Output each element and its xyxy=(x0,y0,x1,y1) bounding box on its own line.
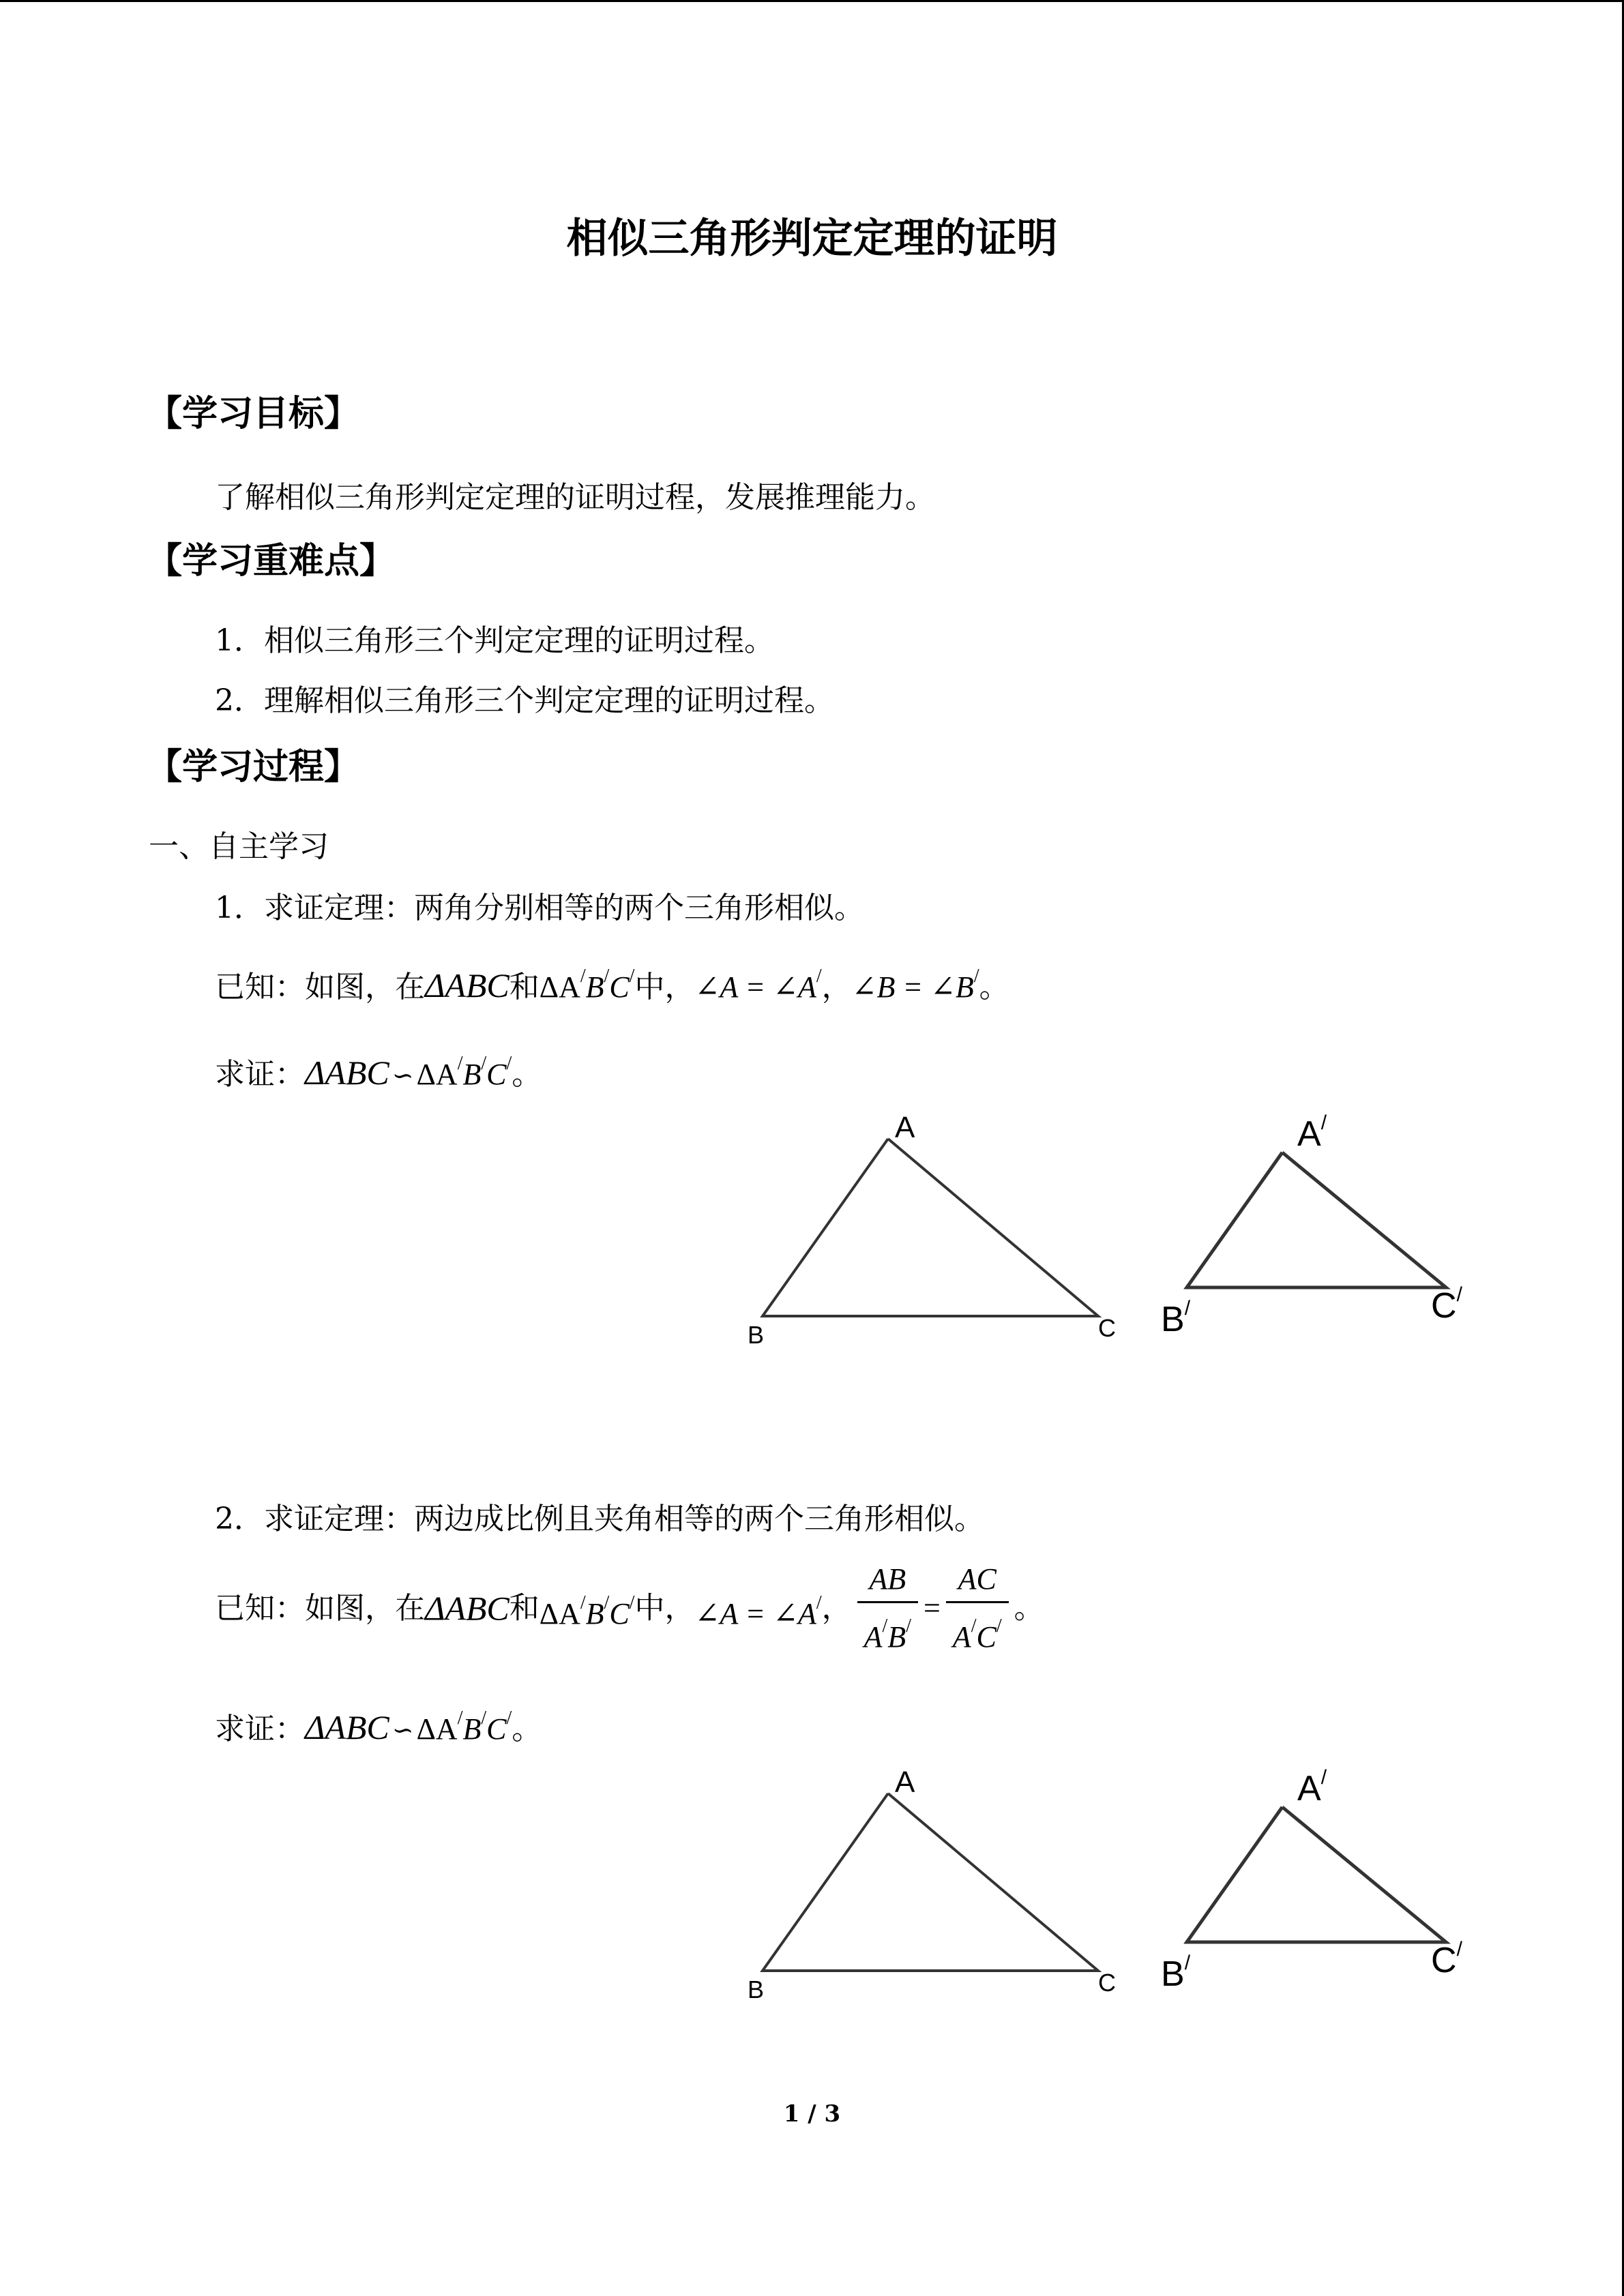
key-point-item: 2．理解相似三角形三个判定定理的证明过程。 xyxy=(215,683,834,718)
given-label: 已知：如图，在 xyxy=(215,970,425,1004)
vertex-label-a-prime: A/ xyxy=(1297,1112,1327,1154)
prove-label: 求证： xyxy=(215,1712,305,1746)
vertex-label-c-prime: C/ xyxy=(1431,1283,1462,1326)
vertex-label-c: C xyxy=(1098,1969,1116,1997)
vertex-label-a: A xyxy=(895,1111,915,1144)
vertex-label-b-prime: B/ xyxy=(1161,1952,1191,1994)
triangle-prime: ΔA/B/C/ xyxy=(416,1053,512,1091)
problem2-figure xyxy=(737,1759,1487,2012)
page-title: 相似三角形判定定理的证明 xyxy=(566,215,1058,263)
triangle-abc-shape xyxy=(763,1139,1098,1316)
page-number: 1 / 3 xyxy=(783,2100,841,2128)
section-title: 一、自主学习 xyxy=(149,829,329,864)
comma: ， xyxy=(821,1590,852,1626)
triangle-prime-shape xyxy=(1187,1152,1446,1287)
problem2-prove xyxy=(215,1698,542,1750)
and-text: 和 xyxy=(509,970,540,1004)
angle-a-equality: ∠A = ∠A/ xyxy=(694,1592,822,1630)
similar-symbol: ∽ xyxy=(392,1060,414,1090)
vertex-label-a: A xyxy=(895,1765,915,1799)
key-point-item: 1．相似三角形三个判定定理的证明过程。 xyxy=(215,623,774,658)
prove-label: 求证： xyxy=(215,1057,305,1092)
problem2-given xyxy=(215,1560,1044,1656)
vertex-label-b: B xyxy=(748,1321,765,1349)
given-label: 已知：如图，在 xyxy=(215,1590,425,1626)
process-heading: 【学习过程】 xyxy=(147,746,360,788)
triangle-prime: ΔA/B/C/ xyxy=(416,1708,512,1746)
angle-a-equality: ∠A = ∠A/ xyxy=(694,966,822,1004)
triangle-abc: ΔABC xyxy=(425,966,510,1004)
vertex-label-c-prime: C/ xyxy=(1431,1938,1462,1980)
vertex-label-b: B xyxy=(748,1976,765,2003)
objectives-text: 了解相似三角形判定定理的证明过程，发展推理能力。 xyxy=(215,480,935,515)
similar-symbol: ∽ xyxy=(392,1715,414,1745)
period: 。 xyxy=(1014,1590,1044,1626)
triangle-abc: ΔABC xyxy=(305,1708,389,1746)
triangle-prime: ΔA/B/C/ xyxy=(539,1592,635,1630)
period: 。 xyxy=(512,1712,542,1746)
problem1-figure xyxy=(737,1105,1487,1357)
ratio-ac: $\frac{AC}{A^/C^/}$ xyxy=(946,1560,1009,1656)
vertex-label-c: C xyxy=(1098,1314,1116,1342)
period: 。 xyxy=(979,970,1009,1004)
problem1-statement: 1．求证定理：两角分别相等的两个三角形相似。 xyxy=(215,891,864,925)
problem2-statement: 2．求证定理：两边成比例且夹角相等的两个三角形相似。 xyxy=(215,1502,984,1536)
problem1-given xyxy=(215,956,1009,1008)
period: 。 xyxy=(512,1057,542,1092)
angle-b-equality: ∠B = ∠B/ xyxy=(851,966,979,1004)
vertex-label-a-prime: A/ xyxy=(1297,1766,1327,1808)
vertex-label-b-prime: B/ xyxy=(1161,1297,1191,1339)
problem1-prove xyxy=(215,1043,542,1096)
triangle-prime: ΔA/B/C/ xyxy=(539,966,635,1004)
triangle-abc-shape xyxy=(763,1793,1098,1971)
key-points-heading: 【学习重难点】 xyxy=(147,540,396,582)
equals-sign: = xyxy=(923,1591,941,1625)
comma: ， xyxy=(821,970,852,1004)
and-text: 和 xyxy=(509,1590,540,1626)
middle-text: 中， xyxy=(634,1590,695,1626)
objectives-heading: 【学习目标】 xyxy=(147,393,360,434)
triangle-abc: ΔABC xyxy=(425,1589,510,1628)
middle-text: 中， xyxy=(634,970,695,1004)
ratio-ab: $\frac{AB}{A^/B^/}$ xyxy=(857,1560,918,1656)
triangle-prime-shape xyxy=(1187,1807,1446,1942)
triangle-abc: ΔABC xyxy=(305,1054,389,1092)
